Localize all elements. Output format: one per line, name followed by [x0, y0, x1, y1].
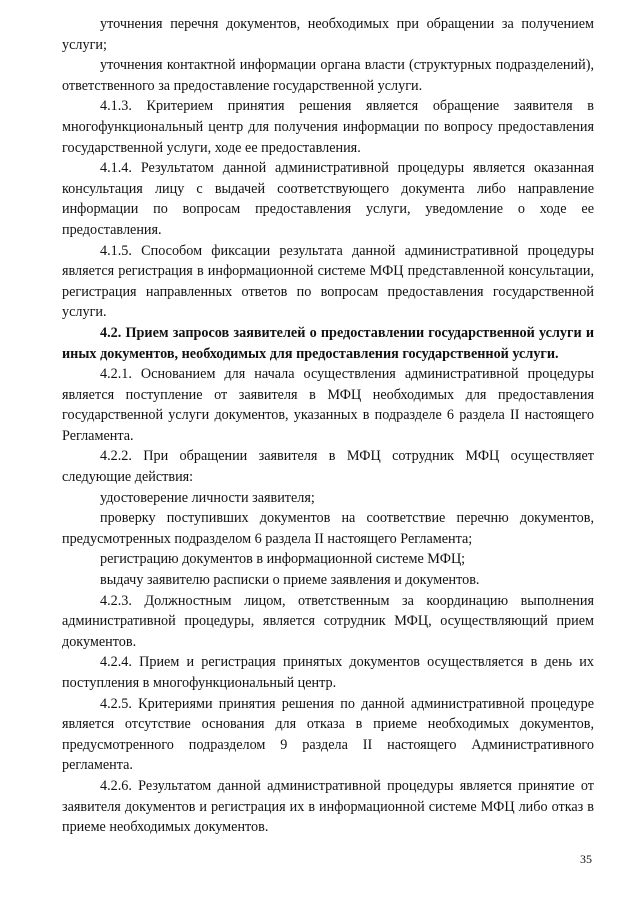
paragraph-clarify-contacts: уточнения контактной информации органа власти (структурных подразделений), ответственного за предоставление государственной услуги. — [62, 57, 594, 94]
paragraph-4-1-5: 4.1.5. Способом фиксации результата данной административной процедуры является регистрация в информационной системе МФЦ представленной консультации, регистрация направленных ответов по вопросам предоставления государственной услуги. — [62, 242, 594, 321]
paragraph-4-2-4: 4.2.4. Прием и регистрация принятых документов осуществляется в день их поступления в многофункциональный центр. — [62, 654, 594, 691]
list-item-check-documents: проверку поступивших документов на соответствие перечню документов, предусмотренных подразделом 6 раздела II настоящего Регламента; — [62, 510, 594, 547]
section-heading-4-2: 4.2. Прием запросов заявителей о предоставлении государственной услуги и иных документов, необходимых для предоставления государственной услуги. — [62, 324, 594, 362]
paragraph-clarify-documents: уточнения перечня документов, необходимых при обращении за получением услуги; — [62, 16, 594, 53]
paragraph-4-1-3: 4.1.3. Критерием принятия решения является обращение заявителя в многофункциональный центр для получения информации по вопросу предоставления государственной услуги, ходе ее предоставления. — [62, 98, 594, 156]
paragraph-4-2-2: 4.2.2. При обращении заявителя в МФЦ сотрудник МФЦ осуществляет следующие действия: — [62, 448, 594, 486]
list-item-identity: удостоверение личности заявителя; — [100, 489, 315, 506]
list-item-issue-receipt: выдачу заявителю расписки о приеме заявления и документов. — [100, 572, 480, 589]
list-item-register-documents: регистрацию документов в информационной системе МФЦ; — [100, 551, 466, 568]
paragraph-4-2-5: 4.2.5. Критериями принятия решения по данной административной процедуре является отсутствие основания для отказа в приеме необходимых документов, предусмотренного подразделом 9 раздела II настоящего Административного регламента. — [62, 695, 594, 774]
paragraph-4-1-4: 4.1.4. Результатом данной административной процедуры является оказанная консультация лицу с выдачей соответствующего документа либо направление информации по вопросам предоставления услуги, уведомление о ходе ее предоставления. — [62, 160, 594, 238]
page-number: 35 — [580, 852, 592, 866]
paragraph-4-2-3: 4.2.3. Должностным лицом, ответственным за координацию выполнения административной процедуры, является сотрудник МФЦ, осуществляющий прием документов. — [62, 592, 594, 650]
paragraph-4-2-6: 4.2.6. Результатом данной административной процедуры является принятие от заявителя документов и регистрация их в информационной системе МФЦ либо отказ в приеме необходимых документов. — [62, 777, 594, 836]
paragraph-4-2-1: 4.2.1. Основанием для начала осуществления административной процедуры является поступление от заявителя в МФЦ необходимых для предоставления государственной услуги документов, указанных в подразделе 6 раздела II настоящего Регламента. — [62, 366, 594, 444]
body-text — [62, 14, 594, 838]
